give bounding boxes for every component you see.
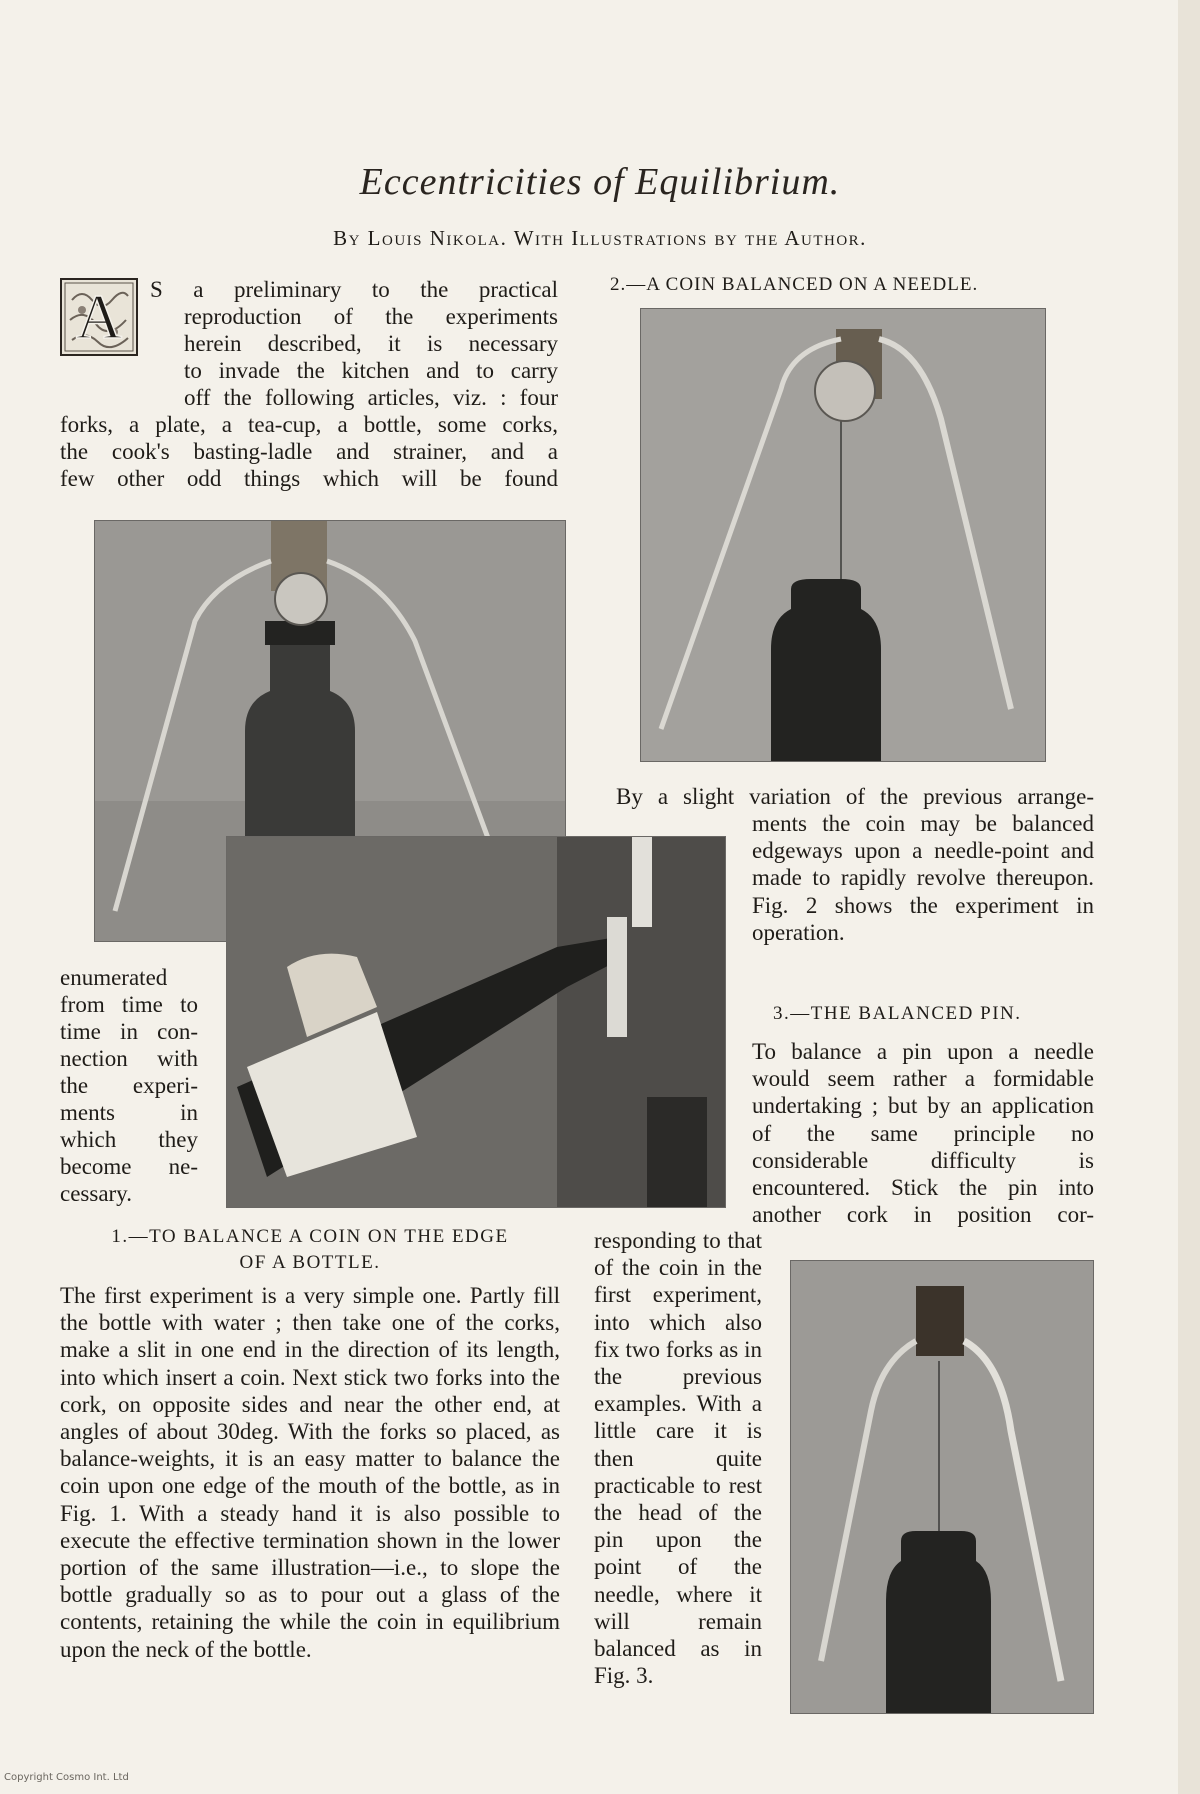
intro-line-5: off the following articles, viz. : four xyxy=(184,385,558,410)
intro-cont-7: which they xyxy=(60,1127,198,1152)
figure-1-bottom xyxy=(226,836,726,1208)
section-3-heading: 3.—THE BALANCED PIN. xyxy=(773,1003,1022,1024)
intro-line-7: the cook's basting-ladle and strainer, and a xyxy=(60,439,558,464)
pouring-bottle-photo xyxy=(227,837,725,1207)
section-2-text-wide: By a slight variation of the previous arrange- xyxy=(616,784,1094,809)
intro-cont-1: enumerated xyxy=(60,965,168,990)
section-1-heading-line-1: 1.—TO BALANCE A COIN ON THE EDGE xyxy=(111,1226,509,1247)
copyright-watermark: Copyright Cosmo Int. Ltd xyxy=(4,1772,129,1783)
section-1-text: The first experiment is a very simple one. Partly fill the bottle with water ; then take one of the corks, make a slit in one end in the direction of its length, into which insert a coin. Next stick two forks into the cork, on opposite sides and near the other end, at angles of about 30deg. With the forks so placed, as balance-weights, it is an easy matter to balance the coin upon one edge of the mouth of the bottle, as in Fig. 1. With a steady hand it is also possible to execute the effective termination shown in the lower portion of the same illustration—i.e., to slope the bottle gradually so as to pour out a glass of the contents, retaining the while the coin in equilibrium upon the neck of the bottle. xyxy=(60,1283,560,1662)
intro-cont-6: ments in xyxy=(60,1100,198,1125)
ornament-icon xyxy=(62,280,136,354)
intro-cont-8: become ne- xyxy=(60,1154,198,1179)
intro-line-6: forks, a plate, a tea-cup, a bottle, some corks, xyxy=(60,412,558,437)
intro-line-1: S a preliminary to the practical xyxy=(150,277,558,302)
article-title: Eccentricities of Equilibrium. xyxy=(359,161,841,203)
intro-cont-2: from time to xyxy=(60,992,198,1017)
section-3-text-narrow: To balance a pin upon a needle would seem rather a formidable undertaking ; but by an application of the same principle no considerable difficulty is encountered. Stick the pin into another cork in position cor- xyxy=(752,1039,1094,1228)
coin-on-needle-photo xyxy=(641,309,1045,761)
intro-cont-4: nection with xyxy=(60,1046,198,1071)
dropcap-ornament xyxy=(60,278,138,356)
intro-line-3: herein described, it is necessary xyxy=(184,331,558,356)
section-2-text-narrow: ments the coin may be balanced edgeways upon a needle-point and made to rapidly revolve thereupon. Fig. 2 shows the experiment in operation. xyxy=(752,811,1094,945)
intro-line-2: reproduction of the experiments xyxy=(184,304,558,329)
figure-2 xyxy=(640,308,1046,762)
intro-line-4: to invade the kitchen and to carry xyxy=(184,358,558,383)
pin-on-needle-photo xyxy=(791,1261,1093,1713)
figure-3 xyxy=(790,1260,1094,1714)
section-1-heading-line-2: OF A BOTTLE. xyxy=(239,1252,381,1273)
article-byline: By Louis Nikola. With Illustrations by the Author. xyxy=(333,226,867,250)
intro-line-8: few other odd things which will be found xyxy=(60,466,558,491)
intro-cont-9: cessary. xyxy=(60,1181,132,1206)
section-2-heading: 2.—A COIN BALANCED ON A NEEDLE. xyxy=(610,274,979,295)
page-edge-shadow xyxy=(1178,0,1200,1794)
section-3-text-bottom: responding to that of the coin in the first experiment, into which also fix two forks as in the previous examples. With a little care it is then quite practicable to rest the head of the pin upon the point of the needle, where it will remain balanced as in Fig. 3. xyxy=(594,1228,762,1689)
intro-cont-5: the experi- xyxy=(60,1073,198,1098)
dropcap-letter: A xyxy=(75,281,123,352)
intro-cont-3: time in con- xyxy=(60,1019,198,1044)
